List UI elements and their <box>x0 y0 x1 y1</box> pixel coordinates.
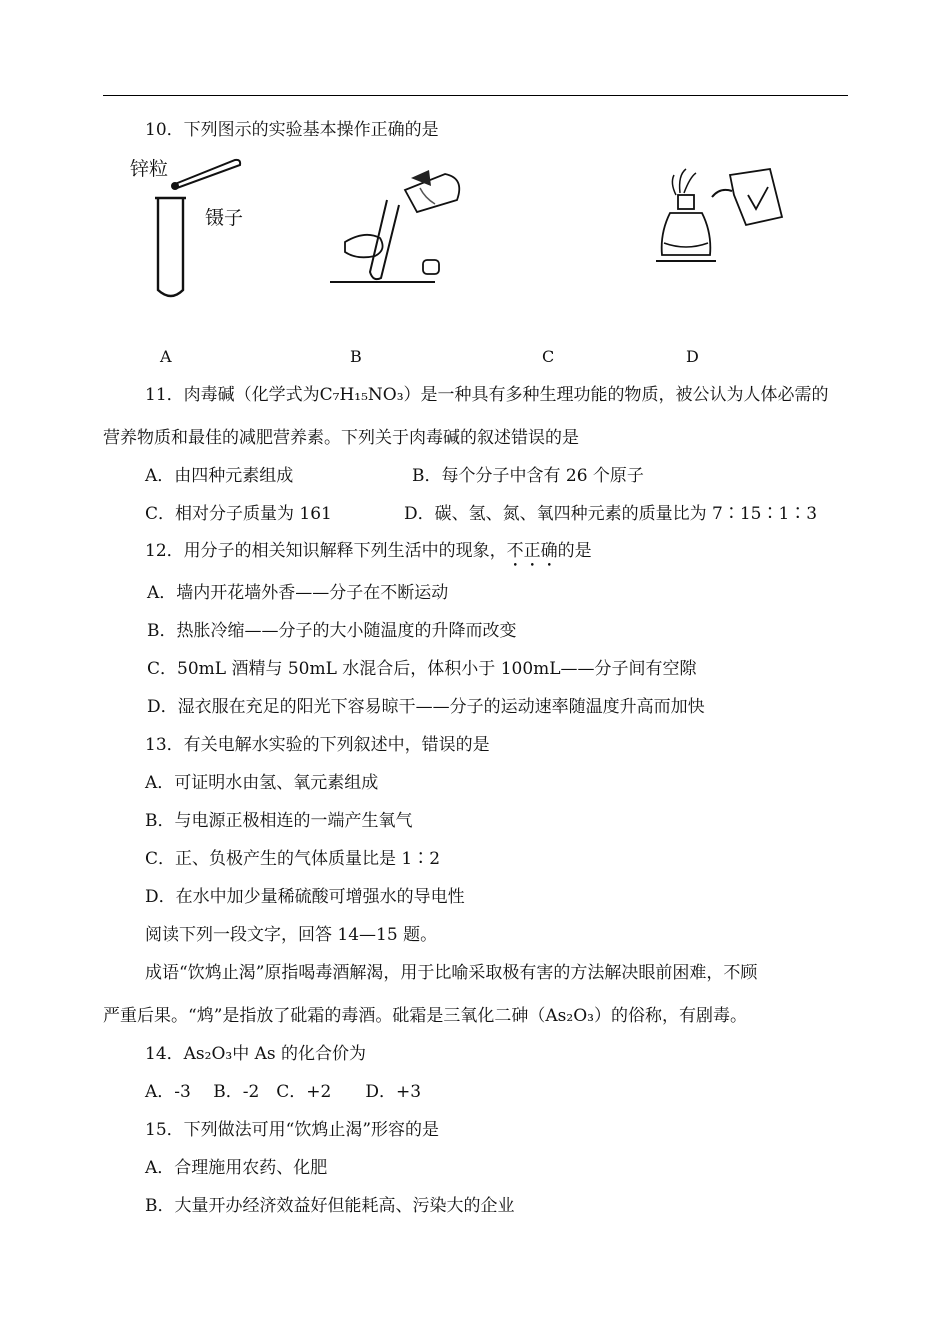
q12-stem-emphasis: 不正确 <box>506 541 558 561</box>
figure-label-b: B <box>350 347 362 366</box>
figure-b-pouring-liquid <box>325 160 475 290</box>
figure-label-c: C <box>542 347 555 366</box>
q15-option-a: A．合理施用农药、化肥 <box>145 1158 328 1178</box>
q12-option-b: B．热胀冷缩——分子的大小随温度的升降而改变 <box>147 621 517 641</box>
q12-stem-pre: 12．用分子的相关知识解释下列生活中的现象， <box>145 541 507 561</box>
reading-paragraph-line1: 成语“饮鸩止渴”原指喝毒酒解渴，用于比喻采取极有害的方法解决眼前困难，不顾 <box>145 963 758 983</box>
q13-option-c: C．正、负极产生的气体质量比是 1∶2 <box>145 849 441 869</box>
reading-intro: 阅读下列一段文字，回答 14—15 题。 <box>145 925 438 945</box>
q11-option-b: B．每个分子中含有 26 个原子 <box>412 466 644 486</box>
q11-option-d: D．碳、氢、氮、氧四种元素的质量比为 7∶15∶1∶3 <box>404 504 818 524</box>
q11-option-a: A．由四种元素组成 <box>145 466 294 486</box>
q13-option-d: D．在水中加少量稀硫酸可增强水的导电性 <box>145 887 465 907</box>
q11-option-c: C．相对分子质量为 161 <box>145 504 332 524</box>
q12-option-a: A．墙内开花墙外香——分子在不断运动 <box>147 583 449 603</box>
figure-a-label-zinc: 锌粒 <box>130 158 169 180</box>
q15-option-b: B．大量开办经济效益好但能耗高、污染大的企业 <box>145 1196 515 1216</box>
q15-stem: 15．下列做法可用“饮鸩止渴”形容的是 <box>145 1120 440 1140</box>
q11-stem-line2: 营养物质和最佳的减肥营养素。下列关于肉毒碱的叙述错误的是 <box>103 428 579 448</box>
q12-stem <box>145 540 592 571</box>
q12-stem-post: 的是 <box>557 541 592 561</box>
q14-options: A．-3 B．-2 C．+2 D．+3 <box>145 1082 422 1102</box>
q13-option-a: A．可证明水由氢、氧元素组成 <box>145 773 379 793</box>
q14-stem: 14．As₂O₃中 As 的化合价为 <box>145 1044 367 1064</box>
q12-option-c: C．50mL 酒精与 50mL 水混合后，体积小于 100mL——分子间有空隙 <box>147 659 697 679</box>
q12-option-d: D．湿衣服在充足的阳光下容易晾干——分子的运动速率随温度升高而加快 <box>147 697 705 717</box>
figure-a-label-tweezers: 镊子 <box>205 207 244 229</box>
figure-label-a: A <box>160 347 172 366</box>
reading-paragraph-line2: 严重后果。“鸩”是指放了砒霜的毒酒。砒霜是三氧化二砷（As₂O₃）的俗称，有剧毒。 <box>103 1006 747 1026</box>
q13-stem: 13．有关电解水实验的下列叙述中，错误的是 <box>145 735 490 755</box>
q10-stem: 10．下列图示的实验基本操作正确的是 <box>145 120 439 140</box>
q11-stem-line1: 11．肉毒碱（化学式为C₇H₁₅NO₃）是一种具有多种生理功能的物质，被公认为人体必需的 <box>145 385 829 405</box>
q13-option-b: B．与电源正极相连的一端产生氧气 <box>145 811 413 831</box>
header-rule <box>103 95 848 96</box>
figure-c-alcohol-lamp <box>650 165 790 285</box>
figure-label-d: D <box>686 347 699 366</box>
